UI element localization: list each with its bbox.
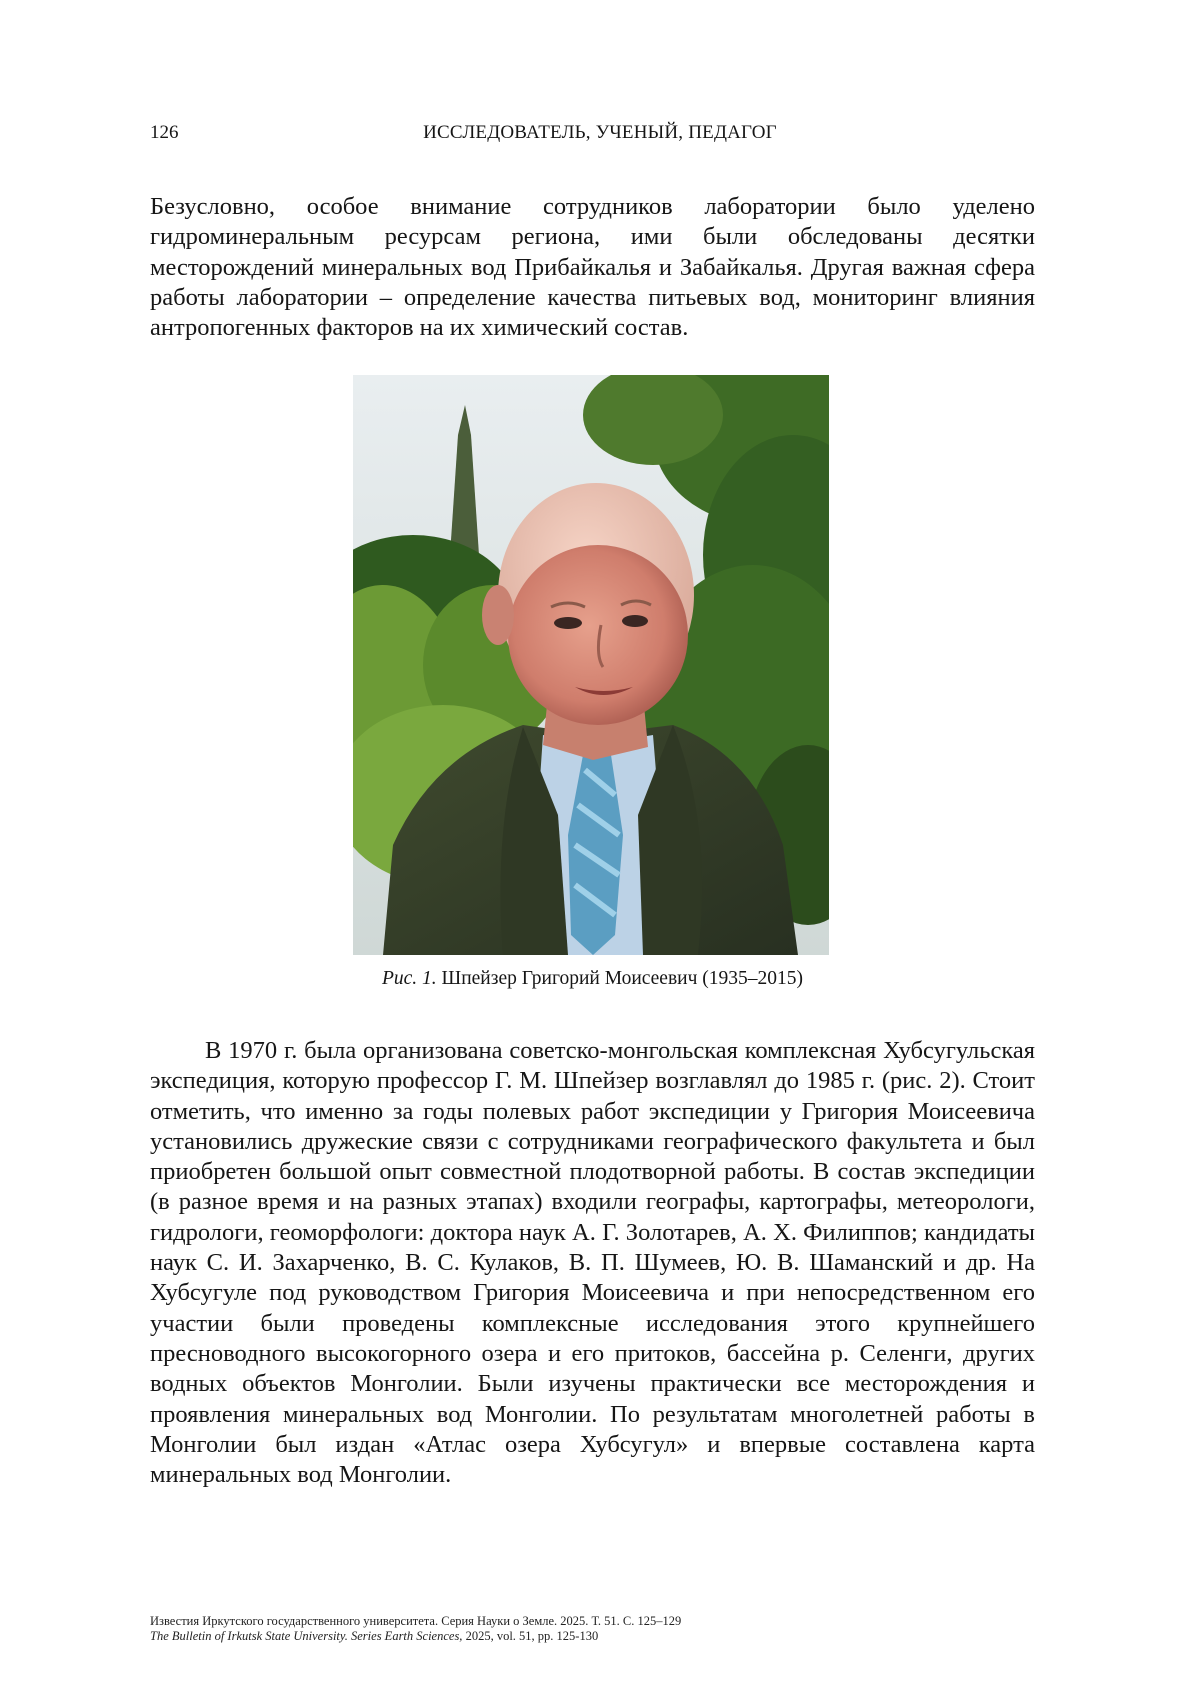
figure-caption: [150, 968, 1035, 990]
footer-issue-en: 2025, vol. 51, pp. 125-130: [462, 1629, 599, 1643]
caption-text: Шпейзер Григорий Моисеевич (1935–2015): [436, 968, 804, 989]
portrait-photo: [353, 375, 829, 955]
footer-citation-en: [150, 1629, 1050, 1644]
body-paragraph-2: В 1970 г. была организована советско-монгольская комплексная Хубсугульская экспедиция, которую профессор Г. М. Шпейзер возглавлял до 1985 г. (рис. 2). Стоит отметить, что именно за годы полевых работ экспедиции у Григория Моисеевича установились дружеские связи с сотрудниками географического факультета и был приобретен большой опыт совместной плодотворной работы. В состав экспедиции (в разное время и на разных этапах) входили географы, картографы, метеорологи, гидрологи, геоморфологи: доктора наук А. Г. Золотарев, А. Х. Филиппов; кандидаты наук С. И. Захарченко, В. С. Кулаков, В. П. Шумеев, Ю. В. Шаманский и др. На Хубсугуле под руководством Григория Моисеевича и при непосредственном его участии были проведены комплексные исследования этого крупнейшего пресноводного высокогорного озера и его притоков, бассейна р. Селенги, других водных объектов Монголии. Были изучены практически все месторождения и проявления минеральных вод Монголии. По результатам многолетней работы в Монголии был издан «Атлас озера Хубсугул» и впервые составлена карта минеральных вод Монголии.: [150, 1037, 1035, 1489]
footer-journal-en: The Bulletin of Irkutsk State University. Series Earth Sciences,: [150, 1629, 463, 1643]
running-title: ИССЛЕДОВАТЕЛЬ, УЧЕНЫЙ, ПЕДАГОГ: [423, 122, 777, 143]
footer-citation-ru: Известия Иркутского государственного университета. Серия Науки о Земле. 2025. Т. 51. С. 125–129: [150, 1614, 682, 1628]
caption-label: Рис. 1.: [381, 968, 437, 989]
page-header: [150, 122, 1050, 150]
body-paragraph-1: Безусловно, особое внимание сотрудников лаборатории было уделено гидроминеральным ресурсам региона, ими были обследованы десятки месторождений минеральных вод Прибайкалья и Забайкалья. Другая важная сфера работы лаборатории – определение качества питьевых вод, мониторинг влияния антропогенных факторов на их химический состав.: [150, 193, 1035, 342]
page-footer: [150, 1614, 1050, 1644]
page-number: 126: [150, 122, 179, 143]
